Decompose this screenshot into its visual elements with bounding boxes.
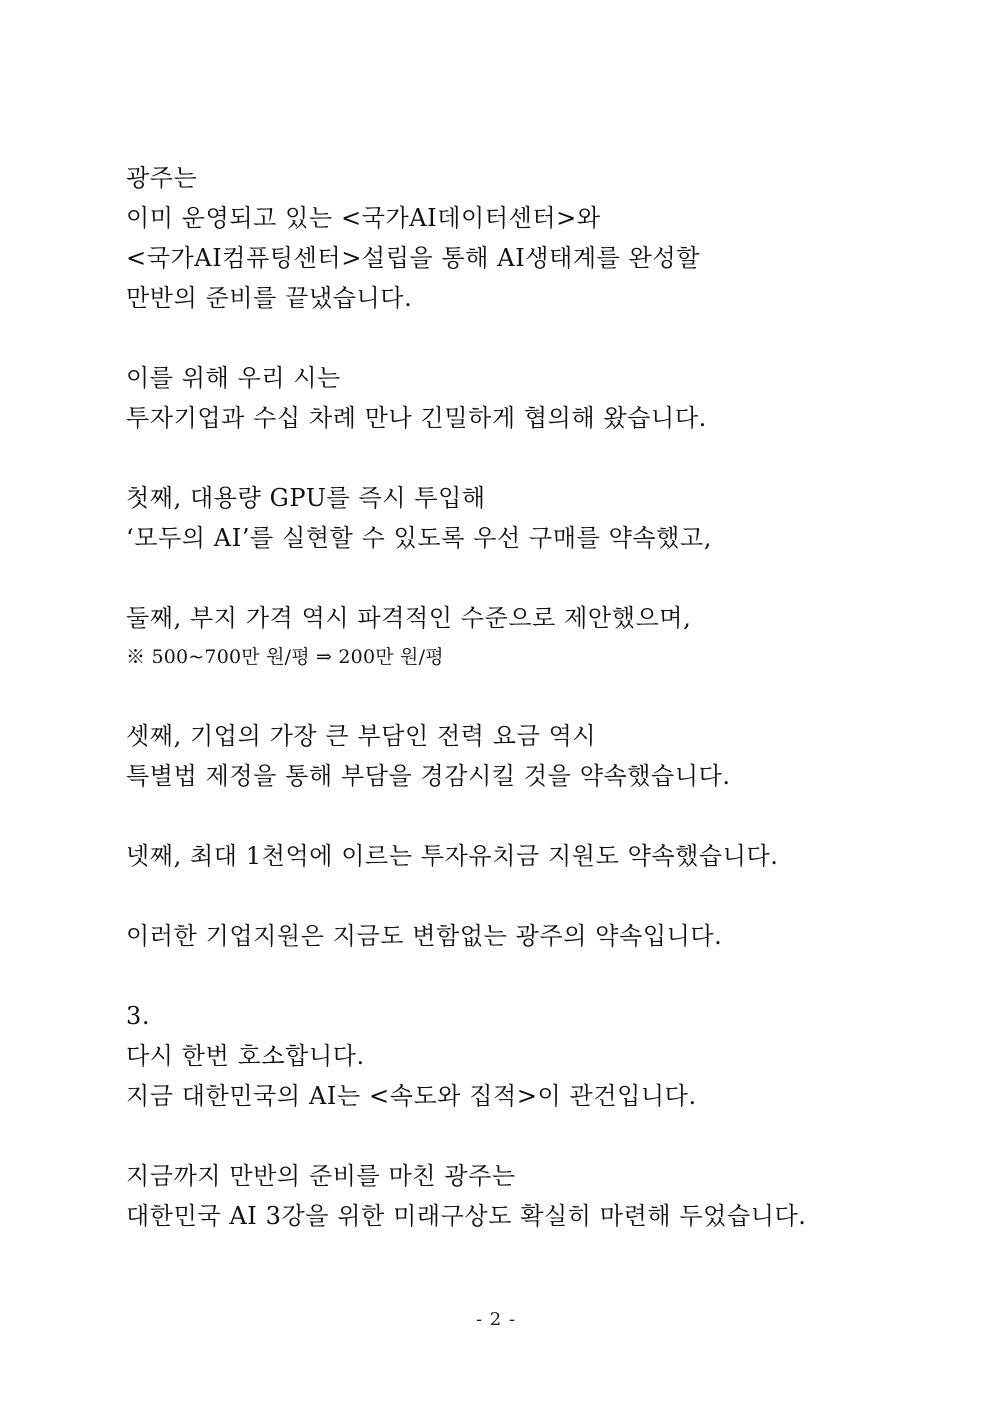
- text-line: 첫째, 대용량 GPU를 즉시 투입해: [126, 484, 486, 512]
- paragraph-3: [126, 478, 946, 558]
- paragraph-5: [126, 716, 946, 796]
- text-line: 셋째, 기업의 가장 큰 부담인 전력 요금 역시: [126, 722, 597, 750]
- text-line: 지금까지 만반의 준비를 마친 광주는: [126, 1162, 516, 1190]
- text-line: 만반의 준비를 끝냈습니다.: [126, 284, 413, 312]
- paragraph-spacer: [126, 956, 946, 996]
- text-line: 넷째, 최대 1천억에 이르는 투자유치금 지원도 약속했습니다.: [126, 842, 779, 870]
- paragraph-4: [126, 598, 946, 676]
- paragraph-2: [126, 358, 946, 438]
- paragraph-spacer: [126, 796, 946, 836]
- paragraph-spacer: [126, 318, 946, 358]
- paragraph-spacer: [126, 676, 946, 716]
- text-line: 이를 위해 우리 시는: [126, 364, 341, 392]
- text-line: 다시 한번 호소합니다.: [126, 1042, 365, 1070]
- price-note: ※ 500~700만 원/평 ⇒ 200만 원/평: [126, 646, 444, 668]
- paragraph-8: [126, 996, 946, 1116]
- text-line: ‘모두의 AI’를 실현할 수 있도록 우선 구매를 약속했고,: [126, 524, 712, 552]
- text-line: 특별법 제정을 통해 부담을 경감시킬 것을 약속했습니다.: [126, 762, 731, 790]
- paragraph-6: [126, 836, 946, 876]
- text-line: 광주는: [126, 164, 198, 192]
- paragraph-spacer: [126, 1116, 946, 1156]
- text-line: 이미 운영되고 있는 <국가AI데이터센터>와: [126, 204, 601, 232]
- text-line: 투자기업과 수십 차례 만나 긴밀하게 협의해 왔습니다.: [126, 404, 707, 432]
- paragraph-spacer: [126, 558, 946, 598]
- paragraph-spacer: [126, 876, 946, 916]
- text-line: <국가AI컴퓨팅센터>설립을 통해 AI생태계를 완성할: [126, 244, 701, 272]
- text-line: 지금 대한민국의 AI는 <속도와 집적>이 관건입니다.: [126, 1082, 697, 1110]
- text-line: 대한민국 AI 3강을 위한 미래구상도 확실히 마련해 두었습니다.: [126, 1202, 807, 1230]
- document-body: [126, 158, 946, 1236]
- paragraph-9: [126, 1156, 946, 1236]
- paragraph-1: [126, 158, 946, 318]
- paragraph-7: [126, 916, 946, 956]
- text-line: 이러한 기업지원은 지금도 변함없는 광주의 약속입니다.: [126, 922, 723, 950]
- paragraph-spacer: [126, 438, 946, 478]
- text-line: 둘째, 부지 가격 역시 파격적인 수준으로 제안했으며,: [126, 604, 692, 632]
- section-number: 3.: [126, 1002, 151, 1030]
- page-number: - 2 -: [475, 1309, 517, 1330]
